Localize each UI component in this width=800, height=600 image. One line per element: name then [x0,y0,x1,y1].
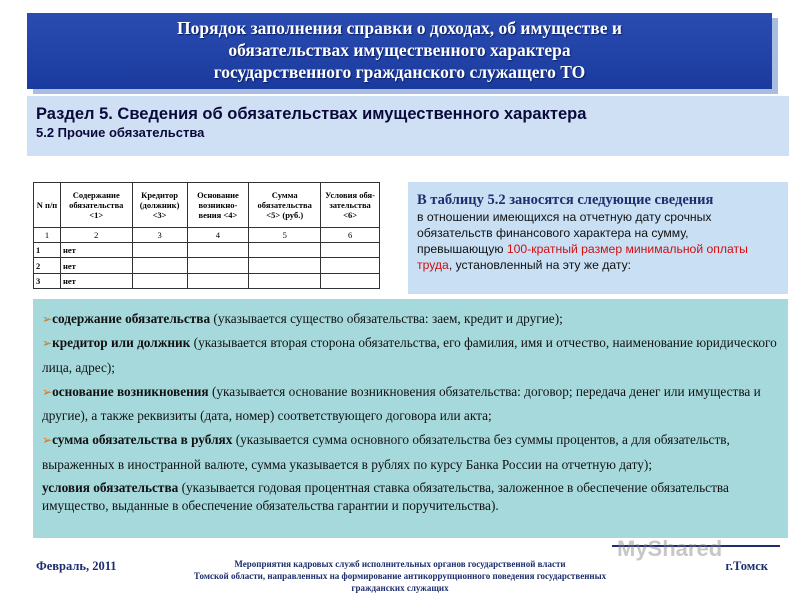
table-header-cell: Содержание обязательства <1> [61,183,133,228]
arrow-bullet-icon: ➢ [42,384,53,399]
list-text: (указывается годовая процентная ставка обязательства, заложенное в обеспечение обязательства имущество, выданные в обеспечение обязательства гарантии и поручительства). [42,480,729,514]
table-cell: нет [61,243,133,258]
table-header-cell: Кредитор (должник) <3> [132,183,187,228]
footer-date: Февраль, 2011 [36,559,117,573]
info-text-end: , установленный на эту же дату: [448,258,632,272]
table-cell: 2 [61,227,133,242]
table-cell: 1 [34,227,61,242]
info-text: в отношении имеющихся на отчетную дату срочных обязательств финансового характера на сумму, превышающую [417,210,712,256]
section-title: Раздел 5. Сведения об обязательствах имущественного характера [36,105,587,123]
table-cell: 3 [132,227,187,242]
footer-caption-line: Томской области, направленных на формирование антикоррупционного поведения государственных [193,571,607,581]
title-line: Порядок заполнения справки о доходах, об имуществе и [177,18,622,38]
title-line: государственного гражданского служащего ТО [213,62,586,82]
table-header-cell: Условия обя-зательства <6> [321,183,380,228]
footer-caption-line: Мероприятия кадровых служб исполнительных органов государственной власти [234,559,566,569]
info-box [408,182,788,294]
slide-title [27,13,772,89]
list-text: (указывается сумма основного обязательства без суммы процентов, а для обязательств, выраженных в иностранной валюте, сумма указывается в рублях по курсу Банка России на отчетную дату); [42,432,730,472]
table-header-row [34,183,380,228]
footer-caption-line: гражданских служащих [351,583,449,593]
table-cell: 2 [34,258,61,273]
watermark-logo: MyShared [617,536,723,561]
section-subtitle: 5.2 Прочие обязательства [36,125,205,140]
info-heading: В таблицу 5.2 заносятся следующие сведения [417,192,714,208]
section-header [27,96,789,156]
title-line: обязательствах имущественного характера [228,40,571,60]
list-item [42,479,780,515]
list-text: (указывается основание возникновения обязательства: договор; передача денег или имущества и другие), а также реквизиты (дата, номер) соответствующего договора или акта; [42,383,761,424]
list-item [42,331,780,380]
table-row [34,243,380,258]
table-cell: нет [61,273,133,288]
table-cell: 4 [187,227,249,242]
table-cell: 6 [321,227,380,242]
table-row [34,273,380,288]
table-header-cell: Сумма обязательства <5> (руб.) [249,183,321,228]
table-header-cell: N п/п [34,183,61,228]
arrow-bullet-icon: ➢ [42,336,53,351]
obligations-table [33,182,380,289]
table-cell: 5 [249,227,321,242]
table-row [34,258,380,273]
field-descriptions [33,299,788,538]
table-number-row [34,227,380,242]
footer-caption [150,558,650,594]
arrow-bullet-icon: ➢ [42,312,53,326]
table-header-cell: Основание возникно-вения <4> [187,183,249,228]
table-cell: 3 [34,273,61,288]
list-item [42,307,780,331]
list-item [42,380,780,429]
table-cell: 1 [34,243,61,258]
info-highlight: 100-кратный размер минимальной оплаты труда [417,242,748,272]
table-cell: нет [61,258,133,273]
list-item [42,428,780,477]
list-text: (указывается существо обязательства: заем, кредит и другие); [210,311,563,326]
list-term: основание возникновения [52,383,209,399]
list-term: сумма обязательства в рублях [52,432,233,448]
arrow-bullet-icon: ➢ [42,433,53,448]
footer-city: г.Томск [725,559,768,573]
list-term: условия обязательства [42,480,179,496]
list-text: (указывается вторая сторона обязательства, его фамилия, имя и отчество, наименование юридического лица, адрес); [42,335,777,375]
list-term: кредитор или должник [52,335,191,351]
list-term: содержание обязательства [52,311,211,326]
